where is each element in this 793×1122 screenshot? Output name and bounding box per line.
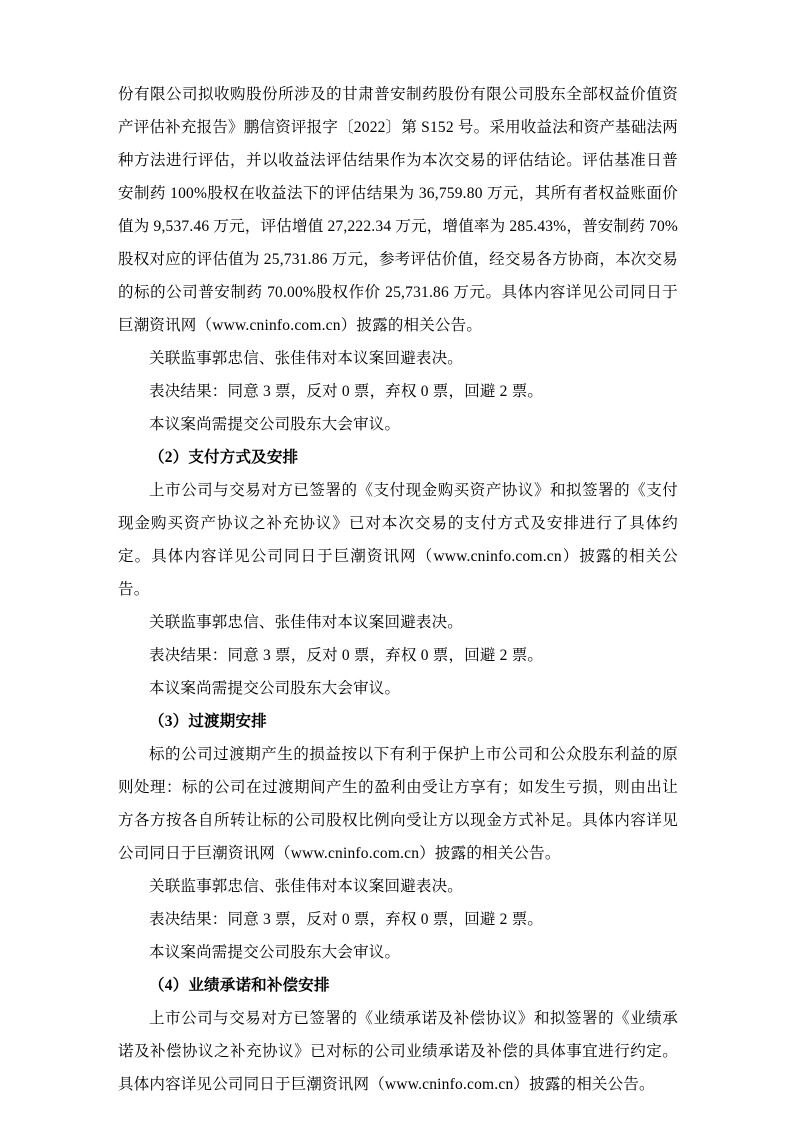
paragraph-recusal-2: 关联监事郭忠信、张佳伟对本议案回避表决。 xyxy=(149,614,464,631)
paragraph-recusal-1: 关联监事郭忠信、张佳伟对本议案回避表决。 xyxy=(149,350,464,367)
paragraph-vote-result-1: 表决结果：同意 3 票，反对 0 票，弃权 0 票，回避 2 票。 xyxy=(149,383,544,400)
section-heading-3: （3）过渡期安排 xyxy=(149,713,267,730)
paragraph-vote-result-3: 表决结果：同意 3 票，反对 0 票，弃权 0 票，回避 2 票。 xyxy=(149,911,544,928)
paragraph-body-3: 标的公司过渡期产生的损益按以下有利于保护上市公司和公众股东利益的原则处理：标的公司在过渡期间产生的盈利由受让方享有；如发生亏损，则由出让方各方按各自所转让标的公司股权比例向受让方以现金方式补足。具体内容详见公司同日于巨潮资讯网（www.cninfo.com.cn）披露的相关公告。 xyxy=(118,746,678,862)
paragraph-body-4: 上市公司与交易对方已签署的《业绩承诺及补偿协议》和拟签署的《业绩承诺及补偿协议之补充协议》已对标的公司业绩承诺及补偿的具体事宜进行约定。具体内容详见公司同日于巨潮资讯网（www.cninfo.com.cn）披露的相关公告。 xyxy=(118,1010,678,1093)
paragraph-continued: 份有限公司拟收购股份所涉及的甘肃普安制药股份有限公司股东全部权益价值资产评估补充报告》鹏信资评报字〔2022〕第 S152 号。采用收益法和资产基础法两种方法进行评估，并以收益法评估结果作为本次交易的评估结论。评估基准日普安制药 100%股权在收益法下的评估结果为 36,759.80 万元，其所有者权益账面价值为 9,537.46 万元，评估增值 27,222.34 万元，增值率为 285.43%，普安制药 70%股权对应的评估值为 25,731.86 万元，参考评估价值，经交易各方协商，本次交易的标的公司普安制药 70.00%股权作价 25,731.86 万元。具体内容详见公司同日于巨潮资讯网（www.cninfo.com.cn）披露的相关公告。 xyxy=(118,86,678,334)
page-content xyxy=(118,78,678,1101)
paragraph-body-2: 上市公司与交易对方已签署的《支付现金购买资产协议》和拟签署的《支付现金购买资产协议之补充协议》已对本次交易的支付方式及安排进行了具体约定。具体内容详见公司同日于巨潮资讯网（www.cninfo.com.cn）披露的相关公告。 xyxy=(118,482,678,598)
paragraph-submit-notice-3: 本议案尚需提交公司股东大会审议。 xyxy=(149,944,401,961)
paragraph-submit-notice-2: 本议案尚需提交公司股东大会审议。 xyxy=(149,680,401,697)
section-heading-2: （2）支付方式及安排 xyxy=(149,449,299,466)
paragraph-submit-notice-1: 本议案尚需提交公司股东大会审议。 xyxy=(149,416,401,433)
paragraph-recusal-3: 关联监事郭忠信、张佳伟对本议案回避表决。 xyxy=(149,878,464,895)
paragraph-vote-result-2: 表决结果：同意 3 票，反对 0 票，弃权 0 票，回避 2 票。 xyxy=(149,647,544,664)
section-heading-4: （4）业绩承诺和补偿安排 xyxy=(149,977,330,994)
